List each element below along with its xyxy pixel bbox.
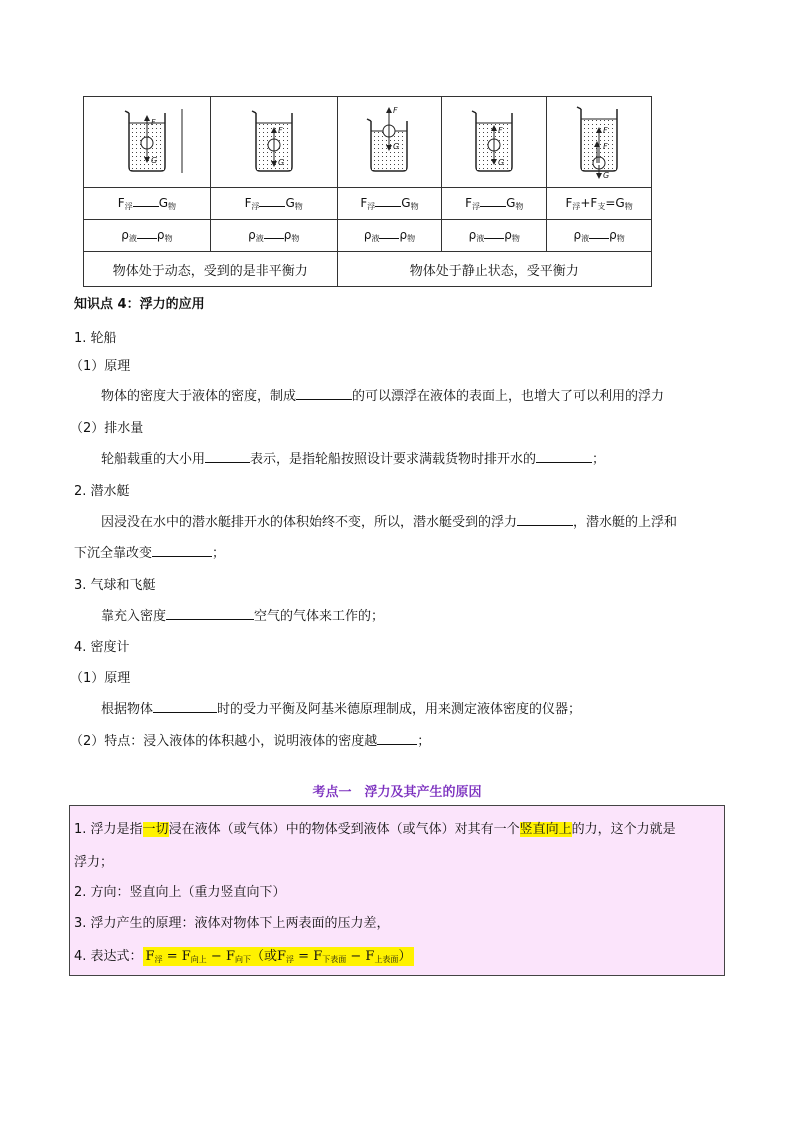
force-relation-2: $F_浮$ $G_物$ [210,188,337,220]
k4-s3: 3. 气球和飞艇 [74,578,156,593]
beaker-diagram-sinking [234,103,314,179]
state-dynamic: 物体处于动态，受到的是非平衡力 [84,252,338,287]
box-line-1: 1. 浮力是指一切浸在液体（或气体）中的物体受到液体（或气体）对其有一个竖直向上的力，这个力就是 [74,822,676,837]
force-label: F [277,125,283,135]
density-relation-1: $\rho_液$ $\rho_物$ [84,220,211,252]
force-relation-5: $F_浮+F_支=G_物$ [547,188,652,220]
force-label: F [393,105,399,115]
beaker-diagram-rising [107,103,187,179]
force-label: F [603,125,608,135]
k4-s2: 2. 潜水艇 [74,484,130,499]
state-static: 物体处于静止状态，受平衡力 [337,252,651,287]
beaker-diagram-suspended [454,103,534,179]
weight-label: G [603,170,610,179]
beaker-cell-1 [84,97,211,188]
support-force-label: F [603,141,608,151]
density-relation-3: $\rho_液$ $\rho_物$ [337,220,442,252]
density-relation-5: $\rho_液$ $\rho_物$ [547,220,652,252]
density-relation-4: $\rho_液$ $\rho_物$ [442,220,547,252]
k4-s1-t1: 物体的密度大于液体的密度，制成 的可以漂浮在液体的表面上，也增大了可以利用的浮力 [101,389,665,404]
force-relation-1: $F_浮$ $G_物$ [84,188,211,220]
k4-s1-t2: 轮船载重的大小用 表示，是指轮船按照设计要求满载货物时排开水的 ； [101,452,606,467]
k4-s2-t1: 因浸没在水中的潜水艇排开水的体积始终不变，所以，潜水艇受到的浮力 ，潜水艇的上浮和 [101,515,678,530]
box-line-2: 2. 方向：竖直向上（重力竖直向下） [74,885,286,900]
k4-s4-p1: （1）原理 [70,671,131,686]
k4-s4-p2: （2）特点：浸入液体的体积越小，说明液体的密度越 ； [70,734,431,749]
section-title: 考点一 浮力及其产生的原因 [312,785,482,800]
beaker-cell-5 [547,97,652,188]
weight-label: G [498,157,505,167]
k4-s4-t: 根据物体 时的受力平衡及阿基米德原理制成，用来测定液体密度的仪器； [101,702,582,717]
beaker-cell-4 [442,97,547,188]
weight-label: G [150,155,158,165]
k4-s4: 4. 密度计 [74,640,130,655]
k4-s3-t: 靠充入密度 空气的气体来工作的； [101,609,385,624]
k4-s1: 1. 轮船 [74,331,117,346]
box-line-1b: 浮力； [74,855,114,870]
box-line-3: 3. 浮力产生的原理：液体对物体下上两表面的压力差， [74,916,390,931]
key-point-box [69,805,725,976]
density-relation-2: $\rho_液$ $\rho_物$ [210,220,337,252]
buoyancy-formula: $F_浮 = F_{向上} - F_{向下}$（或$F_浮 = F_{下表面} - F_{上表面}$） [143,947,415,966]
force-label: F [150,117,156,127]
weight-label: G [277,157,284,167]
k4-s1-p2: （2）排水量 [70,421,144,436]
k4-title: 知识点 4：浮力的应用 [74,297,205,312]
beaker-diagram-floating [349,103,429,179]
force-relation-3: $F_浮$ $G_物$ [337,188,442,220]
k4-s2-t2: 下沉全靠改变 ； [74,546,226,561]
beaker-diagram-bottom [559,103,639,179]
buoyancy-conditions-table [83,96,652,287]
k4-s1-p1: （1）原理 [70,359,131,374]
force-relation-4: $F_浮$ $G_物$ [442,188,547,220]
force-label: F [498,125,503,135]
weight-label: G [393,141,400,151]
beaker-cell-2 [210,97,337,188]
beaker-cell-3 [337,97,442,188]
box-line-4: 4. 表达式： $F_浮 = F_{向上} - F_{向下}$（或$F_浮 = F_{下表面} - F_{上表面}$） [74,945,414,965]
